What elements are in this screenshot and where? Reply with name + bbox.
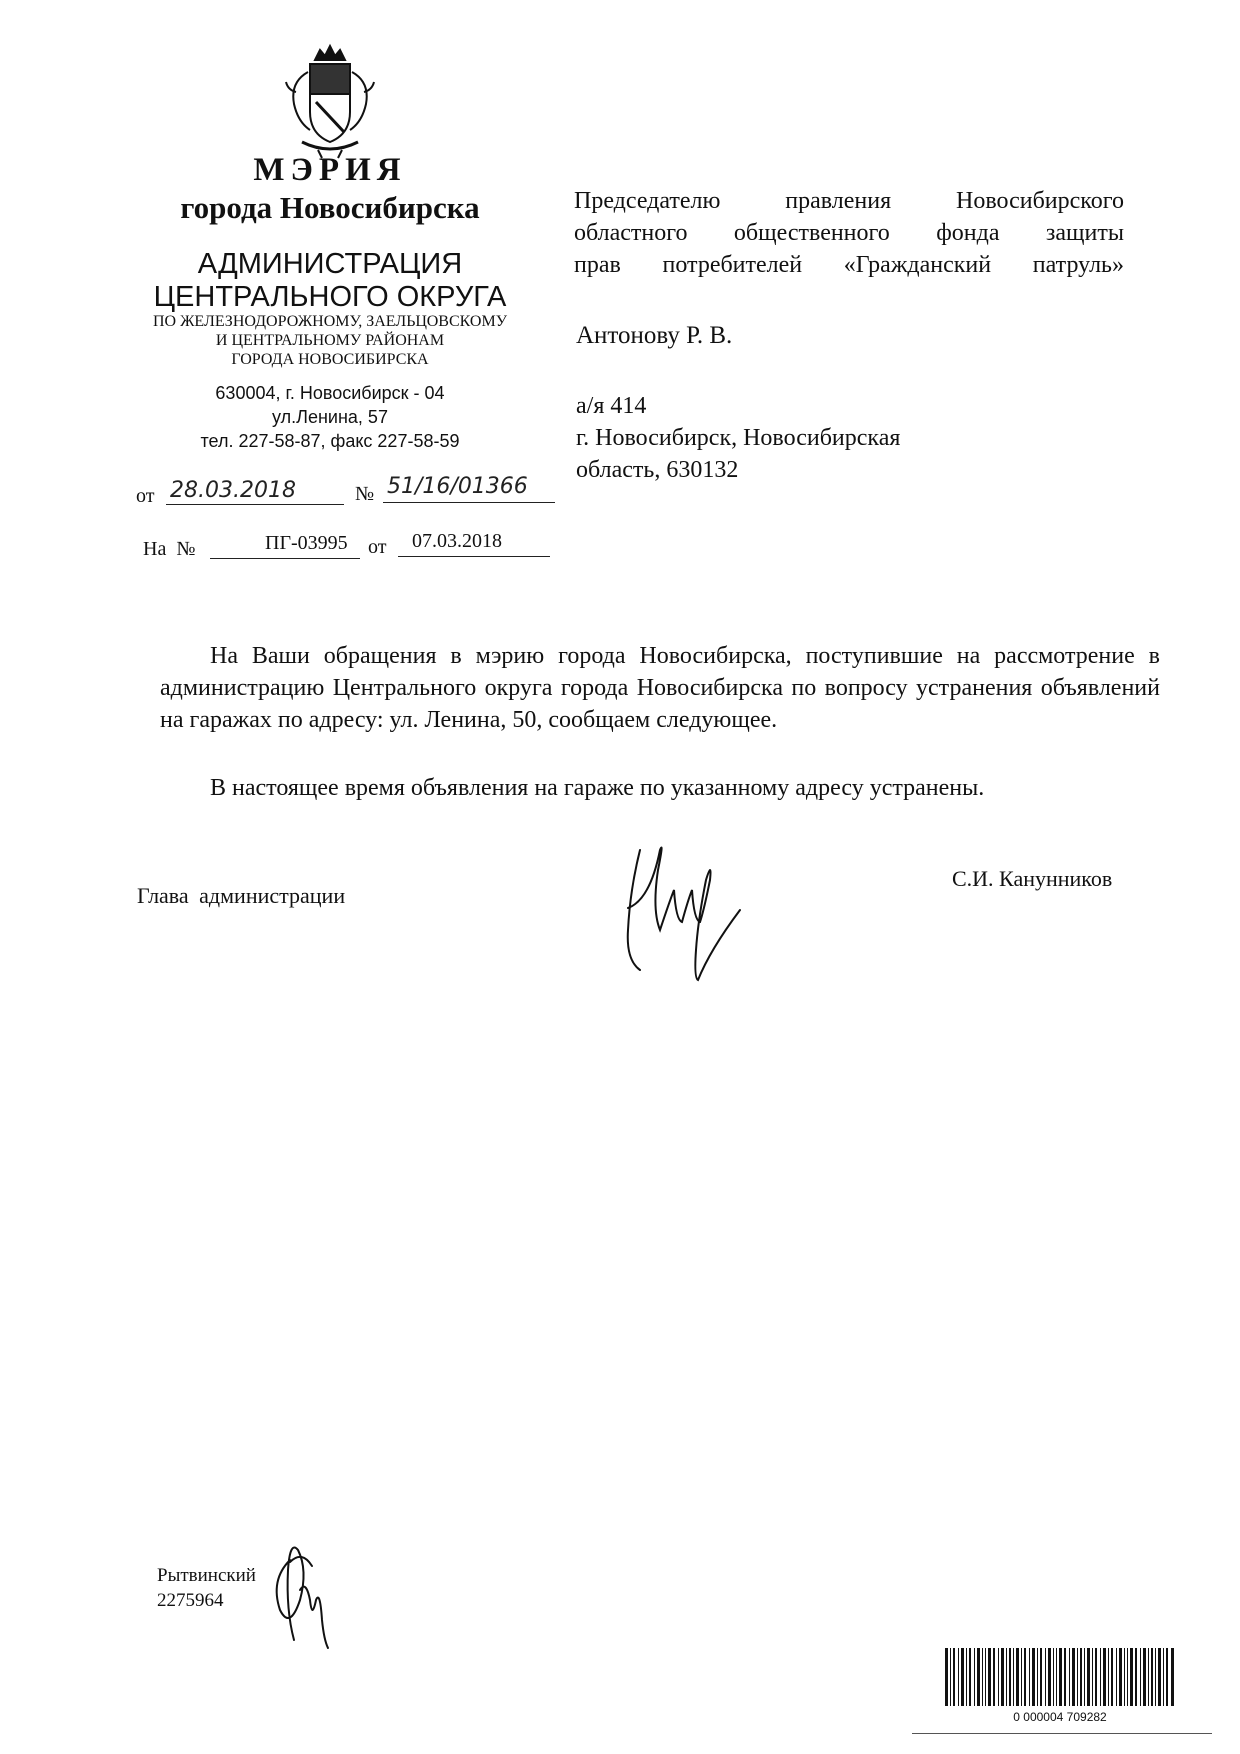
admin-districts [110,312,550,369]
recipient-addr-line1: а/я 414 [576,393,647,419]
signer-name: С.И. Канунников [952,866,1113,891]
barcode-number: 0 000004 709282 [1013,1710,1107,1724]
recipient-address [576,390,900,486]
incoming-ref-line [210,532,360,559]
barcode-icon [945,1648,1175,1706]
recipient-block [574,185,1124,281]
admin-title-line1: АДМИНИСТРАЦИЯ [197,248,463,280]
mayor-city: города Новосибирска [180,190,480,225]
admin-sub-line2: И ЦЕНТРАЛЬНОМУ РАЙОНАМ [215,332,445,349]
coat-of-arms-icon [280,42,380,160]
incoming-ref-label: На № [143,538,196,560]
incoming-date: 07.03.2018 [412,530,502,552]
signer-position: Глава администрации [137,883,346,908]
outgoing-number: 51/16/01366 [387,474,528,499]
address-line2: ул.Ленина, 57 [272,407,388,427]
outgoing-number-label: № [355,483,375,505]
admin-address [150,381,510,453]
body-paragraph-1: На Ваши обращения в мэрию города Новосибирска, поступившие на рассмотрение в администрацию Центрального округа города Новосибирска по вопросу устранения объявлений на гаражах по адресу: ул. Ленина, 50, сообщаем следующее. [160,643,1160,733]
outgoing-from-label: от [136,485,155,507]
admin-title [140,248,520,314]
body-paragraph-2: В настоящее время объявления на гараже по указанному адресу устранены. [210,775,985,801]
incoming-date-label: от [368,536,387,558]
mayor-title: МЭРИЯ [253,152,407,188]
recipient-line1: Председателю правления Новосибирского [574,188,1124,214]
recipient-addr-line3: область, 630132 [576,457,739,483]
incoming-ref-number: ПГ-03995 [265,532,348,554]
admin-title-line2: ЦЕНТРАЛЬНОГО ОКРУГА [153,281,507,313]
recipient-line3: прав потребителей «Гражданский патруль» [574,252,1124,278]
recipient-line2: областного общественного фонда защиты [574,220,1124,246]
recipient-name: Антонову Р. В. [576,322,733,349]
address-line1: 630004, г. Новосибирск - 04 [215,383,445,403]
outgoing-number-line [383,474,555,503]
handwritten-signature-icon [600,830,750,985]
admin-sub-line1: ПО ЖЕЛЕЗНОДОРОЖНОМУ, ЗАЕЛЬЦОВСКОМУ [152,313,508,330]
address-line3: тел. 227-58-87, факс 227-58-59 [200,431,460,451]
outgoing-date: 28.03.2018 [170,478,296,503]
executor-phone: 2275964 [157,1590,224,1611]
recipient-addr-line2: г. Новосибирск, Новосибирская [576,425,901,451]
executor-name: Рытвинский [157,1565,256,1586]
bottom-rule [912,1733,1212,1734]
executor-initials-icon [250,1530,370,1650]
admin-sub-line3: ГОРОДА НОВОСИБИРСКА [231,351,429,368]
outgoing-date-line [166,478,344,505]
incoming-date-line [398,530,550,557]
